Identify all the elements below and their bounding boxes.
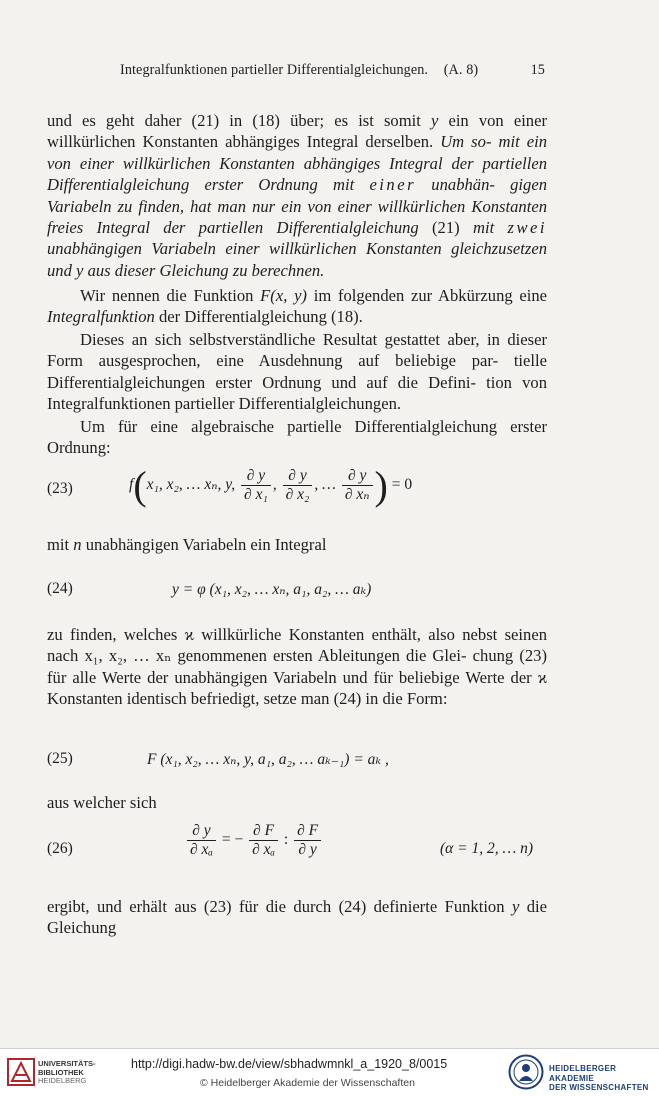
p1-var-y: y [430,111,439,130]
paragraph-7 [47,792,547,813]
paragraph-6 [47,624,547,710]
p6-text: zu finden, welches ϰ willkürliche Konstanten enthält, also nebst seinen nach x₁, x₂, … xₙ genommenen ersten Ableitungen die Glei- chung (23) für alle Werte der unabhängigen Variabeln und für beliebige Werte der ϰ Konstanten identisch befriedigt, setze man (24) in die Form: [47,625,547,709]
equation-26 [47,822,557,882]
header-title: Integralfunktionen partieller Differentialgleichungen. [120,62,429,78]
paragraph-4 [47,416,547,459]
p1-italic-c: mit [472,218,495,238]
eq23-f: f [129,476,134,494]
university-library-name: UNIVERSITÄTS- BIBLIOTHEK HEIDELBERG [38,1059,96,1085]
paragraph-3 [47,329,547,415]
eq25-body: F (x₁, x₂, … xₙ, y, a₁, a₂, … aₖ₋₁) = aₖ , [147,751,389,768]
p2-text-a: Wir nennen die Funktion [80,286,254,305]
eq23-rparen: ) [374,463,388,508]
p8-var-y: y [511,897,520,916]
p1-spaced-zwei: zwei [507,218,548,238]
equation-23 [47,462,557,522]
academy-seal-icon[interactable] [508,1054,544,1090]
p1-italic-e: aus dieser Gleichung zu berechnen. [87,260,325,280]
viewer-footer [0,1048,659,1096]
p4-text: Um für eine algebraische partielle Differentialgleichung erster Ordnung: [47,417,547,458]
p1-ref-21: (21) [432,218,460,238]
eq26-number: (26) [47,840,73,857]
paragraph-8: ergibt, und erhält aus (23) für die durch (24) definierte Funktion y die Gleichung [47,897,547,938]
eq26-frac3: $\frac{\partial F}{\partial y}$ [294,822,321,859]
eq23-args: x₁, x₂, … xₙ, y, [146,476,236,494]
p5-var-n: n [73,535,82,554]
p1-spaced-einer: einer [369,175,417,195]
eq23-number: (23) [47,480,73,497]
eq24-body: y = φ (x₁, x₂, … xₙ, a₁, a₂, … aₖ) [172,581,372,598]
p1-italic-d: unabhängigen Variabeln einer willkürlichen Konstanten gleichzusetzen und [47,239,547,280]
p2-text-b: im folgenden zur Abkürzung eine [313,286,548,305]
p2-text-c: der Differentialgleichung (18). [159,307,363,327]
copyright-notice: © Heidelberger Akademie der Wissenschaften [200,1077,415,1089]
paragraph-2 [47,285,547,328]
p2-func: F(x, y) [260,286,307,305]
eq23-frac3: $\frac{\partial y}{\text{∂ xₙ}}$ [342,467,373,504]
p1-text-b: ein von einer willkürlichen Konstanten abhängiges Integral derselben. [47,111,547,152]
university-library-logo-icon[interactable] [6,1055,36,1089]
p1-italic-b: unabhän- gigen Variabeln zu finden, hat man nur ein von einer willkürlichen Konstanten freies Integral der partiellen Differentialgleichung [47,175,548,238]
eq26-body: $\frac{\partial y}{\text{∂ xₐ}}$ = − $\frac{\partial F}{\text{∂ xₐ}}$ : $\frac{\partial F}{\partial y}$ [185,822,323,859]
academy-name: HEIDELBERGER AKADEMIE DER WISSENSCHAFTEN [549,1064,649,1092]
p3-text: Dieses an sich selbstverständliche Resultat gestattet aber, in dieser Form ausgesprochen, eine Ausdehnung auf beliebige par- tielle Differentialgleichungen erster Ordnung und auf die Defini- tion von Integralfunktionen partieller Differentialgleichungen. [47,330,547,414]
eq25-number: (25) [47,750,73,767]
eq26-frac2: $\frac{\partial F}{\text{∂ xₐ}}$ [249,822,278,859]
eq24-number: (24) [47,580,73,597]
eq23-rhs: = 0 [391,476,413,494]
paragraph-1 [47,110,547,281]
p7-text: aus welcher sich [47,793,157,812]
eq23-lparen: ( [133,463,147,508]
p1-var-y2: y [76,260,84,280]
eq23-frac2: $\frac{\partial y}{\text{∂ x₂}}$ [283,467,313,504]
p1-text-a: und es geht daher (21) in (18) über; es ist somit [47,111,421,130]
header-section: (A. 8) [443,62,479,78]
p1-italic-a: Um so- mit ein von einer willkürlichen Konstanten abhängiges Integral der partiellen Differentialgleichung erster Ordnung mit [47,132,547,195]
eq26-range: (α = 1, 2, … n) [440,840,534,857]
page-number: 15 [530,62,545,78]
running-head [120,62,545,79]
p2-term: Integralfunktion [47,307,155,327]
eq26-frac1: $\frac{\partial y}{\text{∂ xₐ}}$ [187,822,216,859]
permalink-url[interactable]: http://digi.hadw-bw.de/view/sbhadwmnkl_a_1920_8/0015 [131,1057,448,1071]
eq23-body: f(x₁, x₂, … xₙ, y, $\frac{\partial y}{\text{∂ x₁}}$ , $\frac{\partial y}{\text{∂ x₂}}$ , … $\frac{\partial y}{\text{∂ xₙ}}$ ) = 0 [129,463,413,508]
eq23-frac1: $\frac{\partial y}{\text{∂ x₁}}$ [241,467,271,504]
paragraph-5: mit n unabhängigen Variabeln ein Integral [47,535,327,554]
